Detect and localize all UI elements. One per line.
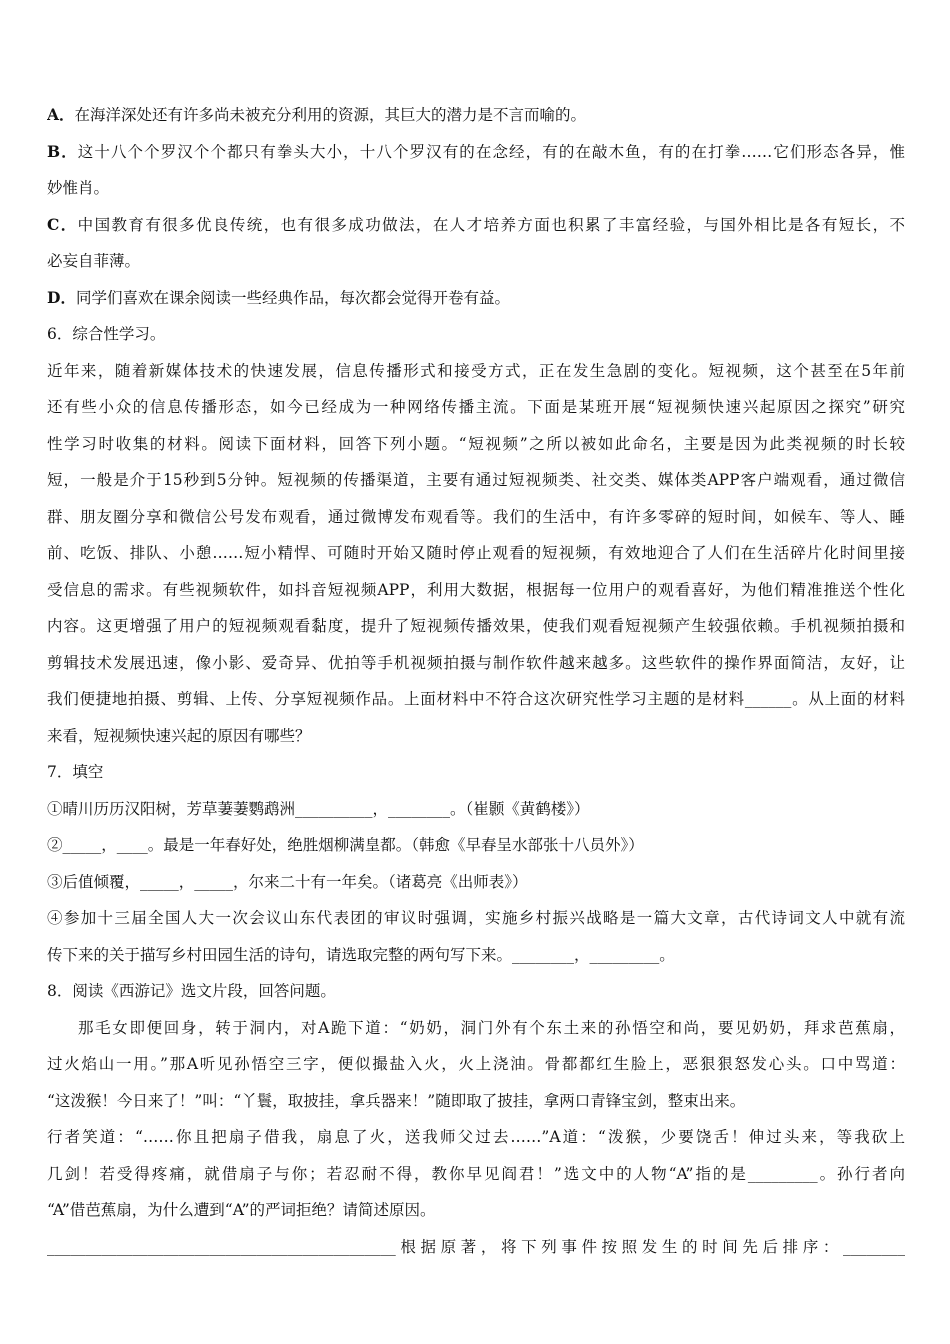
q7-line: ①晴川历历汉阳树，芳草萋萋鹦鹉洲__________，________。（崔颢《黄鹤楼》） (47, 799, 590, 818)
q6-heading: 6．综合性学习。 (47, 325, 166, 343)
q6-line: 受信息的需求。有些视频软件，如抖音短视频APP，利用大数据，根据每一位用户的观看喜好，为他们精准推送个性化 (47, 580, 905, 599)
q8-line: 那毛女即便回身，转于洞内，对A跪下道：“奶奶，洞门外有个东土来的孙悟空和尚，要见奶奶，拜求芭蕉扇， (78, 1018, 905, 1037)
q6-line: 还有些小众的信息传播形态，如今已经成为一种网络传播主流。下面是某班开展“短视频快速兴起原因之探究”研究 (47, 398, 905, 416)
q6-line: 我们便捷地拍摄、剪辑、上传、分享短视频作品。上面材料中不符合这次研究性学习主题的是材料______。从上面的材料 (47, 690, 905, 708)
q7-heading: 7．填空 (47, 763, 104, 781)
q7-line: ②_____，____。最是一年春好处，绝胜烟柳满皇都。（韩愈《早春呈水部张十八员外》） (47, 836, 644, 854)
q6-line: 内容。这更增强了用户的短视频观看黏度，提升了短视频传播效果，使我们观看短视频产生较强依赖。手机视频拍摄和 (47, 617, 905, 635)
option-d: D．同学们喜欢在课余阅读一些经典作品，每次都会觉得开卷有益。 (47, 287, 510, 307)
option-b-cont: 妙惟肖。 (47, 179, 110, 197)
q8-heading: 8．阅读《西游记》选文片段，回答问题。 (47, 982, 336, 1000)
q6-line: 前、吃饭、排队、小憩……短小精悍、可随时开始又随时停止观看的短视频，有效地迎合了人们在生活碎片化时间里接 (47, 544, 905, 562)
q6-line: 来看，短视频快速兴起的原因有哪些？ (47, 726, 311, 745)
q8-line: “A”借芭蕉扇，为什么遭到“A”的严词拒绝？请简述原因。 (47, 1201, 436, 1219)
q7-line: 传下来的关于描写乡村田园生活的诗句，请选取完整的两句写下来。________，_________。 (47, 945, 675, 964)
q6-line: 性学习时收集的材料。阅读下面材料，回答下列小题。“短视频”之所以被如此命名，主要是因为此类视频的时长较 (47, 434, 905, 453)
q6-line: 群、朋友圈分享和微信公号发布观看，通过微博发布观看等。我们的生活中，有许多零碎的短时间，如候车、等人、睡 (47, 507, 905, 526)
exam-page (47, 97, 905, 1265)
option-c-cont: 必妄自菲薄。 (47, 252, 141, 270)
q6-line: 近年来，随着新媒体技术的快速发展，信息传播形式和接受方式，正在发生急剧的变化。短视频，这个甚至在5年前 (47, 361, 905, 380)
q6-line: 剪辑技术发展迅速，像小影、爱奇异、优拍等手机视频拍摄与制作软件越来越多。这些软件的操作界面简洁，友好，让 (47, 653, 905, 672)
q8-line: 行者笑道：“……你且把扇子借我，扇息了火，送我师父过去……”A道：“泼猴，少要饶舌！伸过头来，等我砍上 (47, 1128, 905, 1146)
q7-line: ③后值倾覆，_____，_____，尔来二十有一年矣。（诸葛亮《出师表》） (47, 872, 528, 891)
option-a: A．在海洋深处还有许多尚未被充分利用的资源，其巨大的潜力是不言而喻的。 (47, 105, 587, 124)
q8-line: _____________________________________________根据原著，将下列事件按照发生的时间先后排序：________ (47, 1237, 905, 1256)
q7-line: ④参加十三届全国人大一次会议山东代表团的审议时强调，实施乡村振兴战略是一篇大文章，古代诗词文人中就有流 (47, 909, 905, 927)
option-c: C．中国教育有很多优良传统，也有很多成功做法，在人才培养方面也积累了丰富经验，与国外相比是各有短长，不 (47, 214, 905, 234)
option-b: B．这十八个个罗汉个个都只有拳头大小，十八个罗汉有的在念经，有的在敲木鱼，有的在打拳……它们形态各异，惟 (47, 141, 905, 161)
q8-line: 几剑！若受得疼痛，就借扇子与你；若忍耐不得，教你早见阎君！”选文中的人物“A”指的是_________。孙行者向 (47, 1164, 905, 1183)
q8-line: “这泼猴！今日来了！”叫：“丫鬟，取披挂，拿兵器来！”随即取了披挂，拿两口青锋宝剑，整束出来。 (47, 1091, 746, 1110)
q8-line: 过火焰山一用。”那A听见孙悟空三字，便似撮盐入火，火上浇油。骨都都红生脸上，恶狠狠怒发心头。口中骂道： (47, 1055, 905, 1073)
q6-line: 短，一般是介于15秒到5分钟。短视频的传播渠道，主要有通过短视频类、社交类、媒体类APP客户端观看，通过微信 (47, 471, 905, 489)
